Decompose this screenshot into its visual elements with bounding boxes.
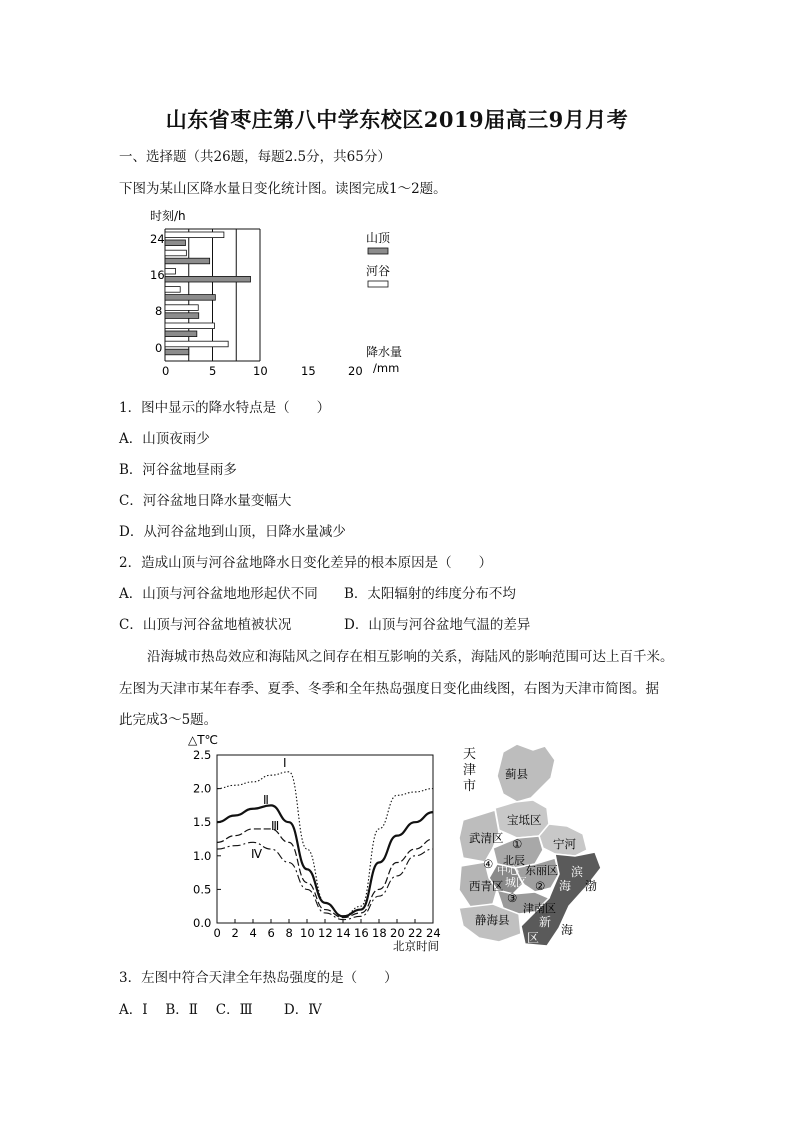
q1-option-b: B．河谷盆地昼雨多 xyxy=(119,462,237,478)
q2-option-c: C．山顶与河谷盆地植被状况 xyxy=(119,617,292,633)
map-title-shi: 市 xyxy=(463,779,477,794)
chart2-xlabel: 北京时间 xyxy=(393,939,439,953)
map-label-ninghe: 宁河 xyxy=(553,837,576,851)
question-2: 2．造成山顶与河谷盆地降水日变化差异的根本原因是（ ） xyxy=(119,555,493,571)
chart1-xtick-20: 20 xyxy=(348,364,363,378)
passage-line-2: 左图为天津市某年春季、夏季、冬季和全年热岛强度日变化曲线图，右图为天津市简图。据 xyxy=(119,681,659,697)
mountain-bar-4 xyxy=(165,313,199,319)
legend-mountain-swatch xyxy=(368,248,388,254)
chart2-ytick-0: 2.5 xyxy=(193,748,212,762)
chart2-ytick-4: 0.5 xyxy=(193,882,212,897)
chart2-xtick-9: 18 xyxy=(372,926,387,940)
map-label-baodi: 宝坻区 xyxy=(507,813,542,827)
map-label-hai: 海 xyxy=(561,923,574,937)
map-label-zhongxin: 中心 xyxy=(497,864,519,877)
curve-label-II: Ⅱ xyxy=(263,793,269,807)
passage-line-3: 此完成3～5题。 xyxy=(119,712,218,728)
chart2-xtick-11: 22 xyxy=(408,926,423,940)
valley-bar-1 xyxy=(165,250,186,256)
chart2-ytick-1: 2.0 xyxy=(193,781,212,796)
valley-bar-5 xyxy=(165,323,214,329)
valley-bar-0 xyxy=(165,232,224,238)
legend-valley-swatch xyxy=(368,281,388,287)
chart2-xtick-5: 10 xyxy=(300,926,315,940)
curve-label-I: Ⅰ xyxy=(283,756,287,770)
chart1-xtick-0: 0 xyxy=(162,364,170,378)
map-label-chengqu: 城区 xyxy=(505,876,527,889)
map-label-jixian: 蓟县 xyxy=(505,767,528,781)
valley-bar-2 xyxy=(165,268,175,274)
q2-option-d: D．山顶与河谷盆地气温的差异 xyxy=(344,617,531,633)
mountain-bar-2 xyxy=(165,276,251,282)
mountain-bar-6 xyxy=(165,349,189,355)
chart2-xtick-3: 6 xyxy=(267,926,275,940)
chart2-xtick-2: 4 xyxy=(249,926,257,940)
map-label-beichen: 北辰 xyxy=(503,854,525,867)
curve-label-IV: Ⅳ xyxy=(251,847,263,861)
valley-bar-4 xyxy=(165,305,198,311)
map-circle-1: ① xyxy=(512,837,523,851)
chart2-ytick-3: 1.0 xyxy=(193,848,212,863)
chart1-ytick-8: 8 xyxy=(155,304,163,318)
q1-option-a: A．山顶夜雨少 xyxy=(119,431,210,447)
valley-bar-3 xyxy=(165,287,180,293)
chart1-ytick-0: 0 xyxy=(155,341,163,355)
chart2-xtick-10: 20 xyxy=(390,926,405,940)
map-label-binhai-1: 滨 xyxy=(571,865,584,879)
map-label-xinqu-2: 区 xyxy=(527,931,540,945)
chart2-frame xyxy=(217,755,433,923)
map-circle-3: ③ xyxy=(507,891,518,905)
chart1-xtick-15: 15 xyxy=(301,364,316,378)
chart2-ytick-2: 1.5 xyxy=(193,815,212,830)
chart1-ytick-24: 24 xyxy=(150,232,165,246)
curve-label-III: Ⅲ xyxy=(271,819,280,833)
legend-valley-label: 河谷 xyxy=(366,264,391,278)
series-line-4 xyxy=(217,842,433,919)
q3-options: A．Ⅰ B．Ⅱ C．Ⅲ D．Ⅳ xyxy=(119,1002,322,1018)
chart2-xtick-7: 14 xyxy=(336,926,351,940)
q2-option-b: B．太阳辐射的纬度分布不均 xyxy=(344,586,516,602)
mountain-bar-1 xyxy=(165,258,210,264)
map-label-binhai-2: 海 xyxy=(559,879,572,893)
map-label-jinnan: 津南区 xyxy=(523,902,556,915)
valley-bar-6 xyxy=(165,341,228,347)
passage-line-1: 沿海城市热岛效应和海陆风之间存在相互影响的关系，海陆风的影响范围可达上百千米。 xyxy=(147,649,674,665)
chart1-ytick-16: 16 xyxy=(150,268,165,282)
map-label-jinghai: 静海县 xyxy=(475,913,510,927)
heat-island-chart xyxy=(185,730,445,955)
chart2-ylabel: △T℃ xyxy=(188,733,219,747)
map-label-xinqu-1: 新 xyxy=(539,915,552,929)
map-circle-4: ④ xyxy=(483,857,494,871)
map-circle-2: ② xyxy=(535,879,546,893)
precipitation-chart xyxy=(140,205,440,380)
q2-option-a: A．山顶与河谷盆地地形起伏不同 xyxy=(119,586,318,602)
question-intro: 下图为某山区降水量日变化统计图。读图完成1～2题。 xyxy=(119,181,447,197)
map-label-dongli: 东丽区 xyxy=(525,864,558,877)
chart2-xtick-1: 2 xyxy=(231,926,239,940)
series-line-1 xyxy=(217,772,433,916)
chart2-xtick-4: 8 xyxy=(285,926,293,940)
chart2-xtick-6: 12 xyxy=(318,926,333,940)
question-3: 3．左图中符合天津全年热岛强度的是（ ） xyxy=(119,970,398,986)
page-title: 山东省枣庄第八中学东校区2019届高三9月月考 xyxy=(165,107,629,132)
legend-mountain-label: 山顶 xyxy=(366,231,391,245)
chart1-xtick-10: 10 xyxy=(253,364,268,378)
chart2-xtick-8: 16 xyxy=(354,926,369,940)
chart2-xtick-12: 24 xyxy=(426,926,441,940)
series-line-2 xyxy=(217,805,433,916)
chart1-xlabel-unit: /mm xyxy=(373,361,400,375)
tianjin-map xyxy=(455,738,625,953)
map-label-wuqing: 武清区 xyxy=(469,831,504,845)
mountain-bar-5 xyxy=(165,331,197,337)
chart1-xlabel: 降水量 xyxy=(366,345,403,359)
mountain-bar-0 xyxy=(165,240,185,246)
map-label-xiqing: 西青区 xyxy=(469,879,504,893)
q1-option-c: C．河谷盆地日降水量变幅大 xyxy=(119,493,292,509)
q1-option-d: D．从河谷盆地到山顶，日降水量减少 xyxy=(119,524,346,540)
map-title-jin: 津 xyxy=(463,763,477,778)
chart1-ylabel: 时刻/h xyxy=(150,209,186,223)
mountain-bar-3 xyxy=(165,295,215,301)
chart2-ytick-5: 0.0 xyxy=(193,916,212,930)
section-heading: 一、选择题（共26题，每题2.5分，共65分） xyxy=(119,149,391,165)
chart2-xtick-0: 0 xyxy=(213,926,221,940)
chart1-xtick-5: 5 xyxy=(209,364,217,378)
map-title-tian: 天 xyxy=(463,747,477,762)
map-label-bo: 渤 xyxy=(585,879,598,893)
question-1: 1．图中显示的降水特点是（ ） xyxy=(119,400,331,416)
